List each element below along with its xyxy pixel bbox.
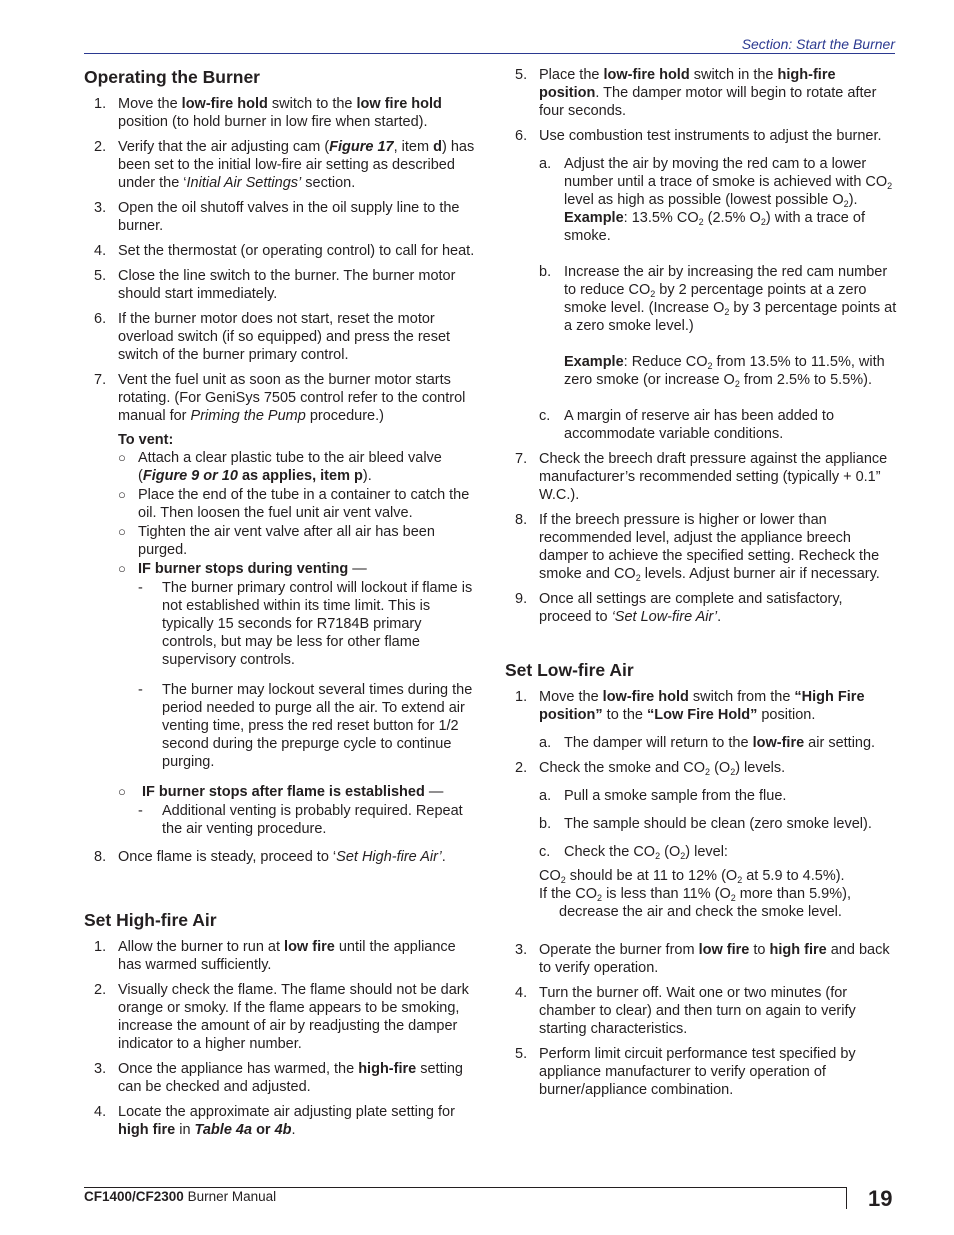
dash-item: - Additional venting is probably required. Repeat the air venting procedure. xyxy=(138,803,463,837)
list-item: 8. If the breech pressure is higher or lower than recommended level, adjust the appliance breech damper to achieve the specified setting. Recheck the smoke and $CO_2$ levels. Adjust burner air if necessary. xyxy=(515,512,880,583)
vent-heading: To vent: xyxy=(118,432,174,448)
list-item: 5. Perform limit circuit performance test specified by appliance manufacturer to verify operation of burner/appliance combination. xyxy=(515,1046,856,1098)
bullet-item: ○ IF burner stops after flame is established — xyxy=(118,784,444,800)
sub-item: c. Check the $CO_2$ $(O_2)$ level: xyxy=(539,844,728,861)
bullet-item: ○ Place the end of the tube in a container to catch the oil. Then loosen the fuel unit air vent valve. xyxy=(118,487,470,521)
highfire-heading: Set High-fire Air xyxy=(84,910,217,930)
list-item: 8. Once flame is steady, proceed to ‘Set High-fire Air’. xyxy=(94,849,446,865)
list-item: 6. If the burner motor does not start, reset the motor overload switch (if so equipped) and press the reset switch of the burner primary control. xyxy=(94,311,451,363)
footer-rule xyxy=(84,1187,846,1188)
footer-divider xyxy=(846,1187,847,1209)
sublist xyxy=(539,734,897,752)
list-item: 5. Place the low-fire hold switch in the high-fire position. The damper motor will begin to rotate after four seconds. xyxy=(515,67,877,119)
list-item: 4. Turn the burner off. Wait one or two minutes (for chamber to clear) and then turn on again to verify starting characteristics. xyxy=(515,985,856,1037)
list-item: 2. Visually check the flame. The flame should not be dark orange or smoky. If the flame appears to be smoking, increase the amount of air by readjusting the damper indicator to a higher number. xyxy=(94,982,469,1052)
list-item: 3. Operate the burner from low fire to high fire and back to verify operation. xyxy=(515,942,890,976)
list-item: 1. Move the low-fire hold switch to the low fire hold position (to hold burner in low fire when started). xyxy=(94,96,442,130)
list-item: 3. Open the oil shutoff valves in the oil supply line to the burner. xyxy=(94,200,460,234)
list-item: 1. Move the low-fire hold switch from the “High Fire position” to the “Low Fire Hold” position. xyxy=(515,689,865,723)
sub-item: b. The sample should be clean (zero smoke level). xyxy=(539,816,872,832)
list-item: 9. Once all settings are complete and satisfactory, proceed to ‘Set Low-fire Air’. xyxy=(515,591,843,625)
sub-item: a. Adjust the air by moving the red cam to a lower number until a trace of smoke is achieved with $CO_2$ level as high as possible (lowest possible $O_2$). Example: 13.5% $CO_2$ (2.5% $O_2$) with a trace of smoke. xyxy=(539,156,893,244)
sub-item: b. Increase the air by increasing the red cam number to reduce $CO_2$ by 2 percentage points at a zero smoke level. (Increase $O_2$ by 3 percentage points at a zero smoke level.) Example: Reduce $CO_2$ from 13.5% to 11.5%, with zero smoke (or increase $O_2$ from 2.5% to 5.5%). xyxy=(539,264,897,389)
list-item: 3. Once the appliance has warmed, the high-fire setting can be checked and adjusted. xyxy=(94,1061,463,1095)
list-item: 7. Check the breech draft pressure against the appliance manufacturer’s recommended setting (typically + 0.1” W.C.). xyxy=(515,451,888,503)
list-item: 7. Vent the fuel unit as soon as the burner motor starts rotating. (For GeniSys 7505 control refer to the control manual for Priming the Pump procedure.) xyxy=(94,372,466,424)
sublist xyxy=(539,787,897,861)
left-column xyxy=(84,66,479,1146)
bullet-item: ○ IF burner stops during venting — xyxy=(118,561,367,577)
dash-item: - The burner primary control will lockout if flame is not established within its time limit. This is typically 15 seconds for R7184B primary controls, but may be less for other flame supervisory controls. xyxy=(138,580,473,668)
list-item: 5. Close the line switch to the burner. The burner motor should start immediately. xyxy=(94,268,456,302)
sub-item: c. A margin of reserve air has been added to accommodate variable conditions. xyxy=(539,408,835,442)
sub-item: a. The damper will return to the low-fire air setting. xyxy=(539,735,876,751)
list-item: 1. Allow the burner to run at low fire until the appliance has warmed sufficiently. xyxy=(94,939,456,973)
footer-title: CF1400/CF2300 Burner Manual xyxy=(84,1189,277,1204)
bullet-item: ○ Tighten the air vent valve after all air has been purged. xyxy=(118,524,435,558)
section-label: Section: Start the Burner xyxy=(741,36,895,52)
co2-note: $CO_2$ should be at 11 to 12% ($O_2$ at 5.9 to 4.5%). If the $CO_2$ is less than 11% ($O_2$ more than 5.9%), decrease the air and check the smoke level. xyxy=(539,868,851,920)
sub-item: a. Pull a smoke sample from the flue. xyxy=(539,788,787,804)
header-rule xyxy=(84,53,895,54)
dash-item: - The burner may lockout several times during the period needed to purge all the air. To extend air venting time, press the red reset button for 1/2 second during the prepurge cycle to continue purging. xyxy=(138,682,473,770)
sublist xyxy=(539,155,897,443)
list-item: 4. Locate the approximate air adjusting plate setting for high fire in Table 4a or 4b. xyxy=(94,1104,455,1138)
list-item: 4. Set the thermostat (or operating control) to call for heat. xyxy=(94,243,475,259)
operating-heading: Operating the Burner xyxy=(84,67,260,87)
list-item: 6. Use combustion test instruments to adjust the burner. xyxy=(515,128,882,144)
list-item: 2. Verify that the air adjusting cam (Figure 17, item d) has been set to the initial low-fire air setting as described under the ‘Initial Air Settings’ section. xyxy=(94,139,475,191)
right-column xyxy=(505,66,897,1106)
list-item: 2. Check the smoke and $CO_2$ $(O_2)$ levels. xyxy=(515,760,786,777)
page-number: 19 xyxy=(868,1186,893,1211)
lowfire-heading: Set Low-fire Air xyxy=(505,660,634,680)
bullet-item: ○ Attach a clear plastic tube to the air bleed valve (Figure 9 or 10 as applies, item p). xyxy=(118,450,442,484)
